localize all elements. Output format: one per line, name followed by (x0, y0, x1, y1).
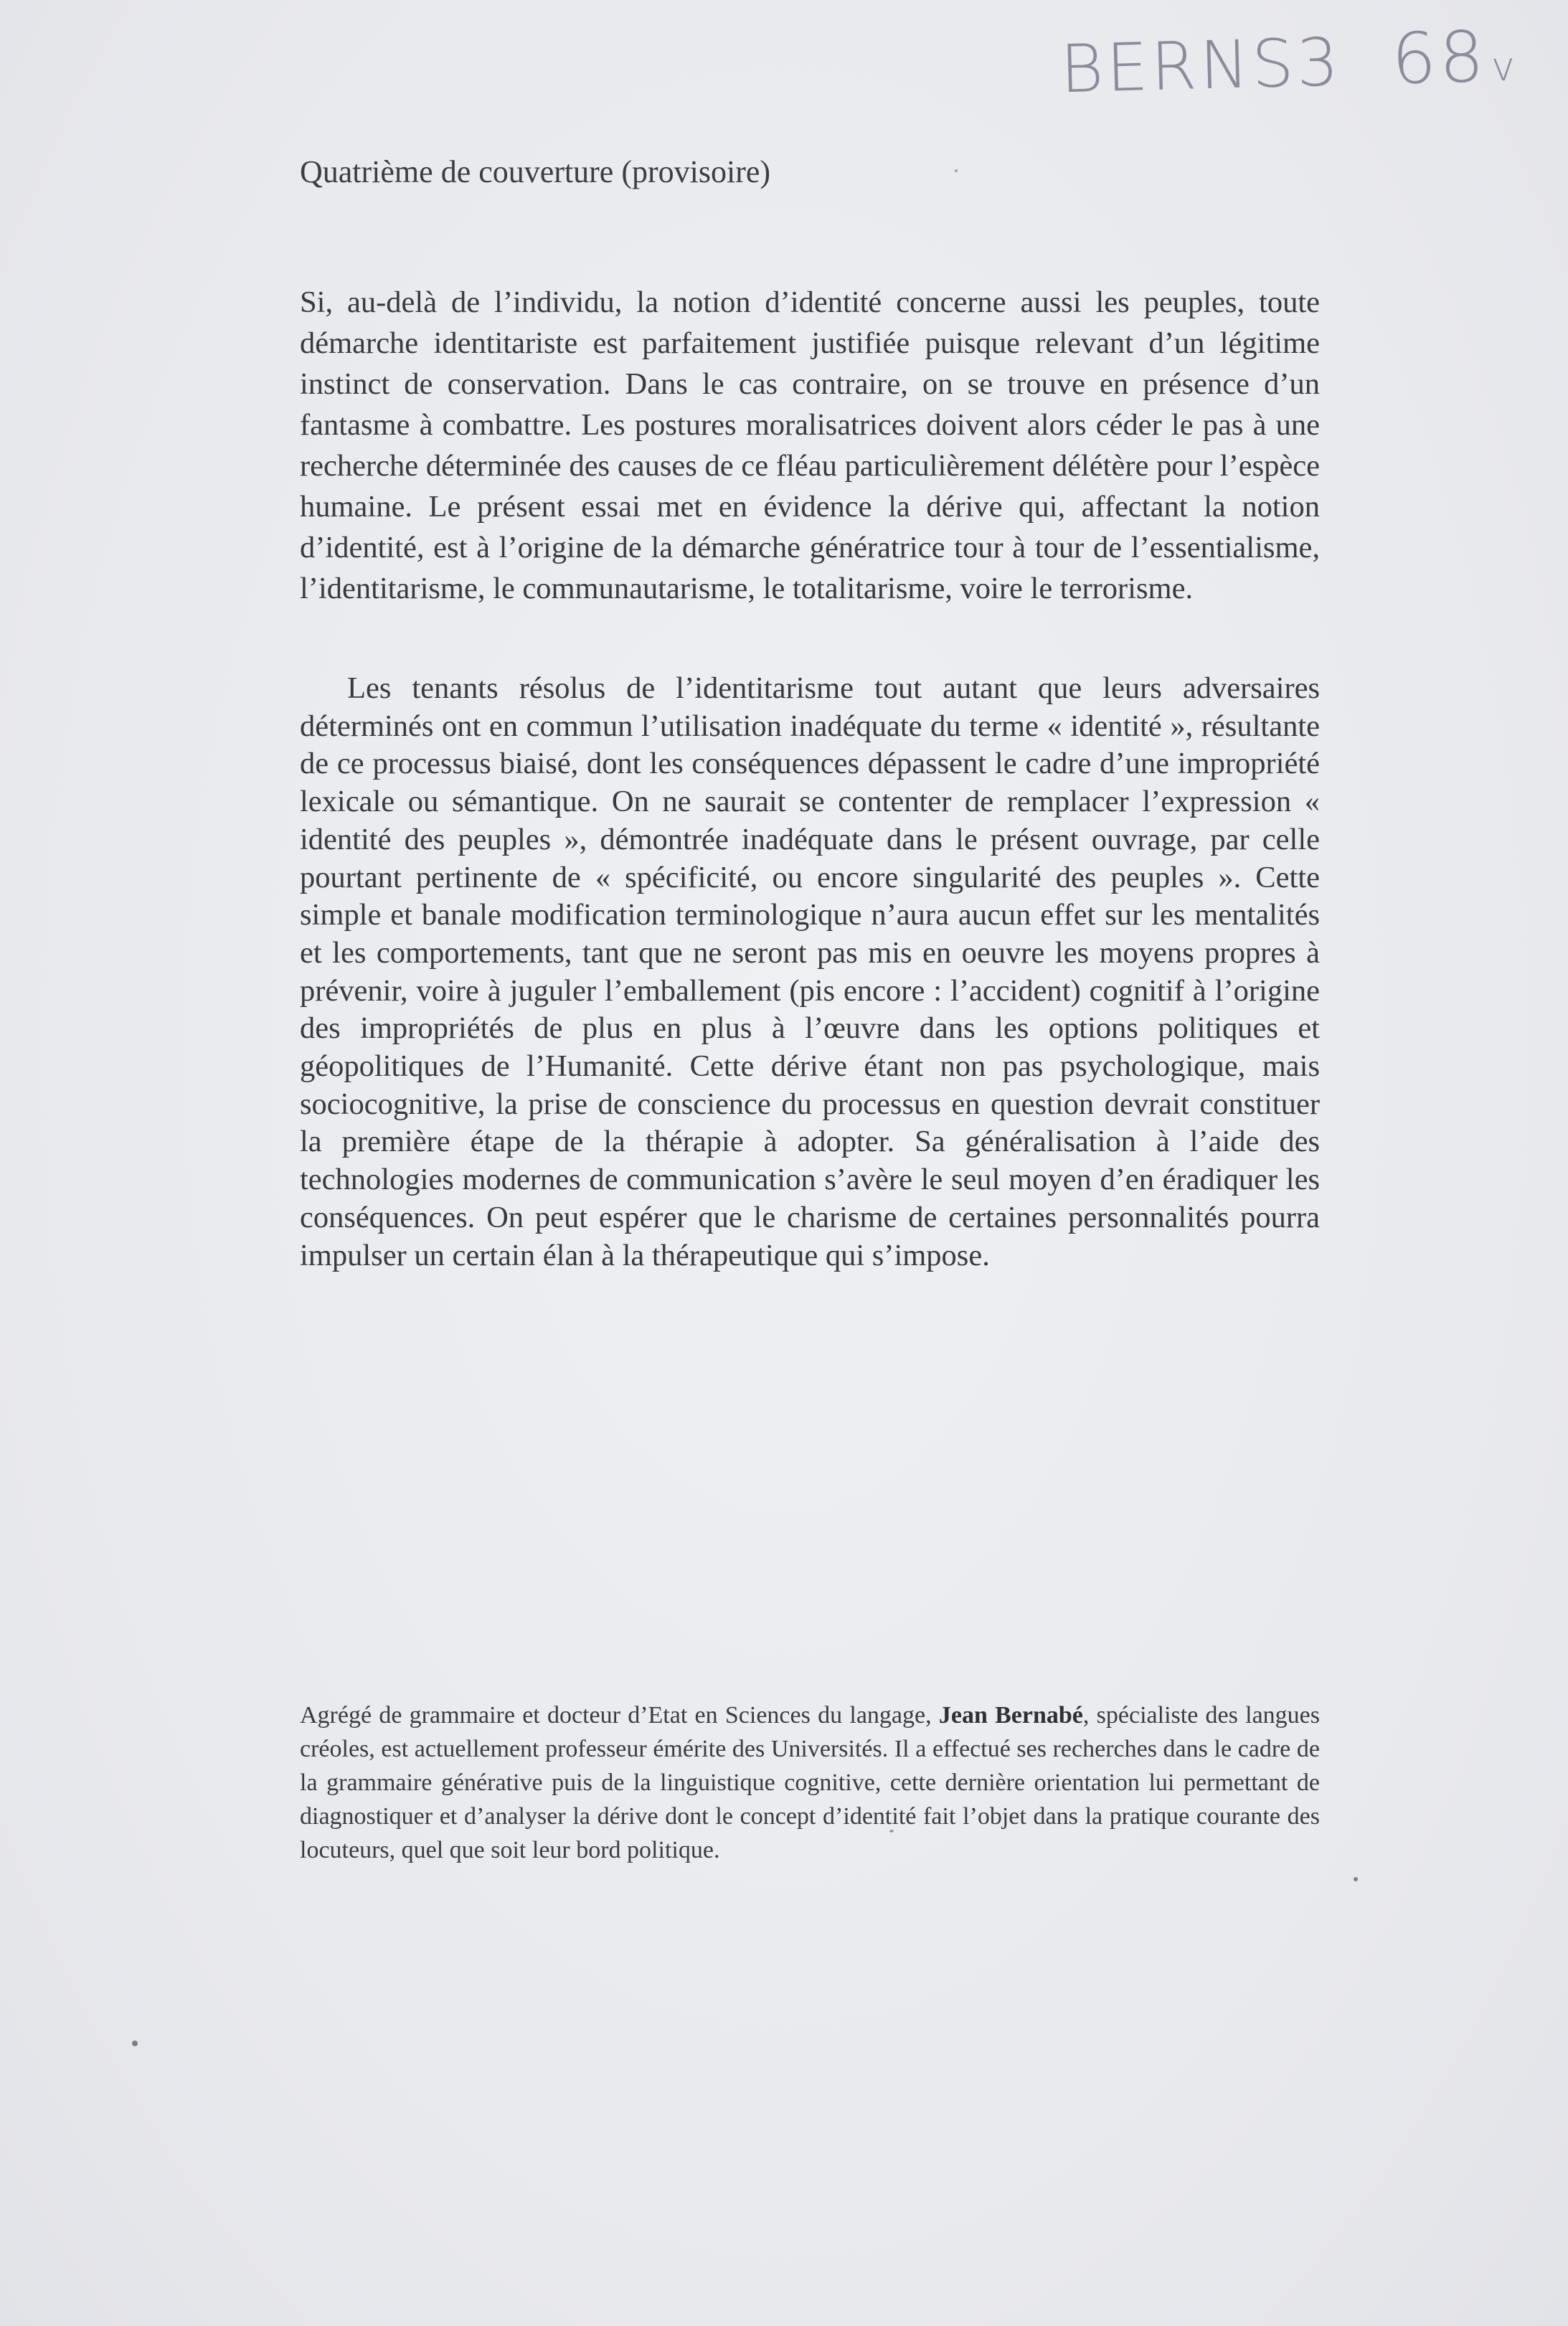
scan-speck (955, 169, 958, 172)
bio-rest: , spécialiste des langues créoles, est actuellement professeur émérite des Universités. Il a effectué ses recherches dans le cadre de la grammaire générative puis de la linguistique cognitive, cette dernière orientation lui permettant de diagnostiquer et d’analyser la dérive dont le concept d’identité fait l’objet dans la pratique courante des locuteurs, quel que soit leur bord politique. (300, 1702, 1320, 1863)
verso-mark: v (1491, 43, 1519, 91)
paragraph-2: Les tenants résolus de l’identitarisme tout autant que leurs adversaires déterminés ont en commun l’utilisation inadéquate du terme « identité », résultante de ce processus biaisé, dont les conséquences dépassent le cadre d’une impropriété lexicale ou sémantique. On ne saurait se contenter de remplacer l’expression « identité des peuples », démontrée inadéquate dans le présent ouvrage, par celle pourtant pertinente de « spécificité, ou encore singularité des peuples ». Cette simple et banale modification terminologique n’aura aucun effet sur les mentalités et les comportements, tant que ne seront pas mis en oeuvre les moyens propres à prévenir, voire à juguler l’emballement (pis encore : l’accident) cognitif à l’origine des impropriétés de plus en plus à l’œuvre dans les options politiques et géopolitiques de l’Humanité. Cette dérive étant non pas psychologique, mais sociocognitive, la prise de conscience du processus en question devrait constituer la première étape de la thérapie à adopter. Sa généralisation à l’aide des technologies modernes de communication s’avère le seul moyen d’en éradiquer les conséquences. On peut espérer que le charisme de certaines personnalités pourra impulser un certain élan à la thérapeutique qui s’impose. (300, 671, 1320, 1272)
archive-reference: BERNS3 (1059, 24, 1343, 108)
scan-speck (132, 2041, 138, 2046)
paragraph-1: Si, au-delà de l’individu, la notion d’identité concerne aussi les peuples, toute démarche identitariste est parfaitement justifiée puisque relevant d’un légitime instinct de conservation. Dans le cas contraire, on se trouve en présence d’un fantasme à combattre. Les postures moralisatrices doivent alors céder le pas à une recherche déterminée des causes de ce fléau particulièrement délétère pour l’espèce humaine. Le présent essai met en évidence la dérive qui, affectant la notion d’identité, est à l’origine de la démarche génératrice tour à tour de l’essentialisme, l’identitarisme, le communautarisme, le totalitarisme, voire le terrorisme. (300, 285, 1320, 605)
archive-folio-mark (1059, 16, 1519, 110)
bio-intro: Agrégé de grammaire et docteur d’Etat en Sciences du langage, (300, 1702, 939, 1729)
folio-number: 68 (1390, 16, 1488, 101)
author-biography (300, 1698, 1320, 1867)
author-name: Jean Bernabé (938, 1702, 1083, 1729)
scan-speck (1354, 1877, 1358, 1881)
scan-speck (889, 1830, 894, 1833)
document-title: Quatrième de couverture (provisoire) (300, 154, 771, 189)
